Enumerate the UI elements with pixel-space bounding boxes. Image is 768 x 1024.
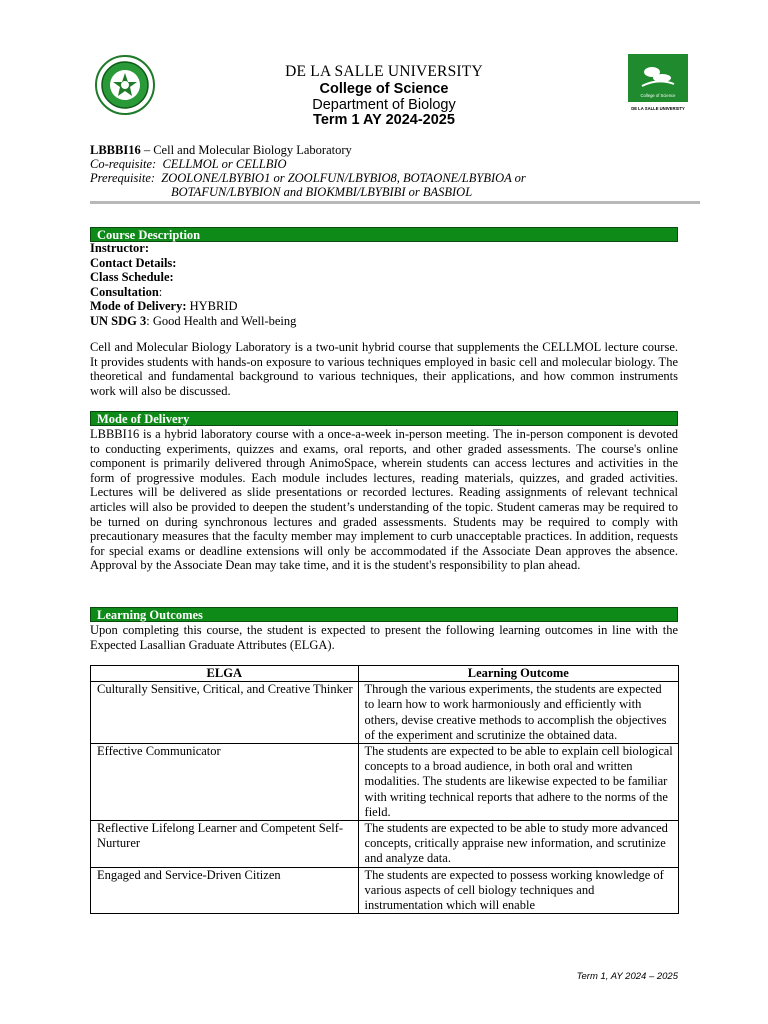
- logo-caption-college: College of Science: [640, 93, 676, 98]
- course-title: – Cell and Molecular Biology Laboratory: [140, 143, 352, 157]
- college-name: College of Science: [319, 81, 449, 97]
- outcome-cell: The students are expected to be able to explain cell biological concepts to a broad audience, in both oral and written modalities. The students are likewise expected to be familiar with writing technical reports that adhere to the norms of the field.: [358, 744, 678, 821]
- course-fields: [90, 241, 296, 329]
- elga-cell: Engaged and Service-Driven Citizen: [91, 867, 359, 914]
- contact-details-label: Contact Details:: [90, 255, 177, 270]
- mode-of-delivery-text: LBBBI16 is a hybrid laboratory course with a once-a-week in-person meeting. The in-person component is devoted to conducting experiments, quizzes and exams, oral reports, and other graded assessments. The course's online component is primarily delivered through AnimoSpace, wherein students can access lectures and activities in the form of progressive modules. Each module includes lectures, reading materials, quizzes, and graded activities. Lectures will be delivered as slide presentations or recorded lectures. Reading assignments of relevant technical articles will also be provided to deepen the student’s understanding of the topic. Student cameras may be required to be turned on during synchronous lectures and graded assessments. Students may be required to comply with precautionary measures that the faculty member may implement to curb unacceptable practices. In addition, requests for special exams or deadline extensions will only be accommodated if the Associate Dean approves the absence. Approval by the Associate Dean may take time, and it is the student's responsibility to plan ahead.: [90, 427, 678, 573]
- class-schedule-label: Class Schedule:: [90, 270, 174, 285]
- sdg-row: [90, 314, 296, 329]
- header-divider: [90, 201, 700, 204]
- elga-cell: Reflective Lifelong Learner and Competent Self-Nurturer: [91, 821, 359, 868]
- course-title-line: [90, 143, 352, 158]
- prerequisite-value-2: BOTAFUN/LBYBION and BIOKMBI/LBYBIBI or BASBIOL: [171, 185, 473, 199]
- table-header-row: [91, 666, 679, 682]
- prerequisite-line: [90, 171, 526, 186]
- consultation-row: [90, 285, 296, 300]
- corequisite-label: Co-requisite:: [90, 157, 157, 171]
- sdg-value: : Good Health and Well-being: [146, 313, 297, 328]
- table-row: [91, 821, 679, 868]
- corequisite-value: CELLMOL or CELLBIO: [162, 157, 287, 171]
- prerequisite-value-1: ZOOLONE/LBYBIO1 or ZOOLFUN/LBYBIO8, BOTAONE/LBYBIOA or: [161, 171, 526, 185]
- section-header-learning-outcomes: Learning Outcomes: [90, 607, 678, 622]
- table-row: [91, 744, 679, 821]
- instructor-label: Instructor:: [90, 241, 150, 255]
- page-footer: Term 1, AY 2024 – 2025: [576, 971, 678, 982]
- term-label: Term 1 AY 2024-2025: [313, 112, 455, 128]
- consultation-colon: :: [158, 284, 163, 299]
- outcome-cell: The students are expected to be able to study more advanced concepts, critically appraise new information, and scrutinize and analyze data.: [358, 821, 678, 868]
- column-header-elga: ELGA: [91, 666, 359, 682]
- outcome-cell: The students are expected to possess working knowledge of various aspects of cell biology techniques and instrumentation which will enable: [358, 867, 678, 914]
- course-code: LBBBI16: [90, 143, 141, 157]
- section-header-mode-of-delivery: Mode of Delivery: [90, 411, 678, 426]
- outcome-cell: Through the various experiments, the students are expected to learn how to work harmoniously and efficiently with others, devise creative methods to accomplish the objectives of the experiment and scrutinize the obtained data.: [358, 682, 678, 744]
- mode-of-delivery-value: HYBRID: [186, 299, 238, 314]
- column-header-learning-outcome: Learning Outcome: [358, 666, 678, 682]
- elga-cell: Effective Communicator: [91, 744, 359, 821]
- elga-outcomes-table: [90, 665, 679, 914]
- table-row: [91, 867, 679, 914]
- section-header-course-description: Course Description: [90, 227, 678, 242]
- logo-caption-university: DE LA SALLE UNIVERSITY: [631, 106, 685, 111]
- department-name: Department of Biology: [312, 97, 456, 113]
- elga-cell: Culturally Sensitive, Critical, and Creative Thinker: [91, 682, 359, 744]
- consultation-label: Consultation: [90, 284, 159, 299]
- corequisite-line: [90, 157, 287, 172]
- course-description-text: Cell and Molecular Biology Laboratory is a two-unit hybrid course that supplements the CELLMOL lecture course. It provides students with hands-on exposure to various techniques employed in basic cell and molecular biology. The theoretical and fundamental background to various techniques, their applications, and how common instruments work will also be discussed.: [90, 340, 678, 398]
- sdg-label: UN SDG 3: [90, 313, 147, 328]
- university-name: DE LA SALLE UNIVERSITY: [285, 63, 483, 80]
- table-row: [91, 682, 679, 744]
- prerequisite-label: Prerequisite:: [90, 171, 156, 185]
- mode-of-delivery-row: [90, 299, 296, 314]
- learning-outcomes-intro: Upon completing this course, the student is expected to present the following learning outcomes in line with the Expected Lasallian Graduate Attributes (ELGA).: [90, 623, 678, 652]
- mode-of-delivery-label: Mode of Delivery:: [90, 299, 187, 314]
